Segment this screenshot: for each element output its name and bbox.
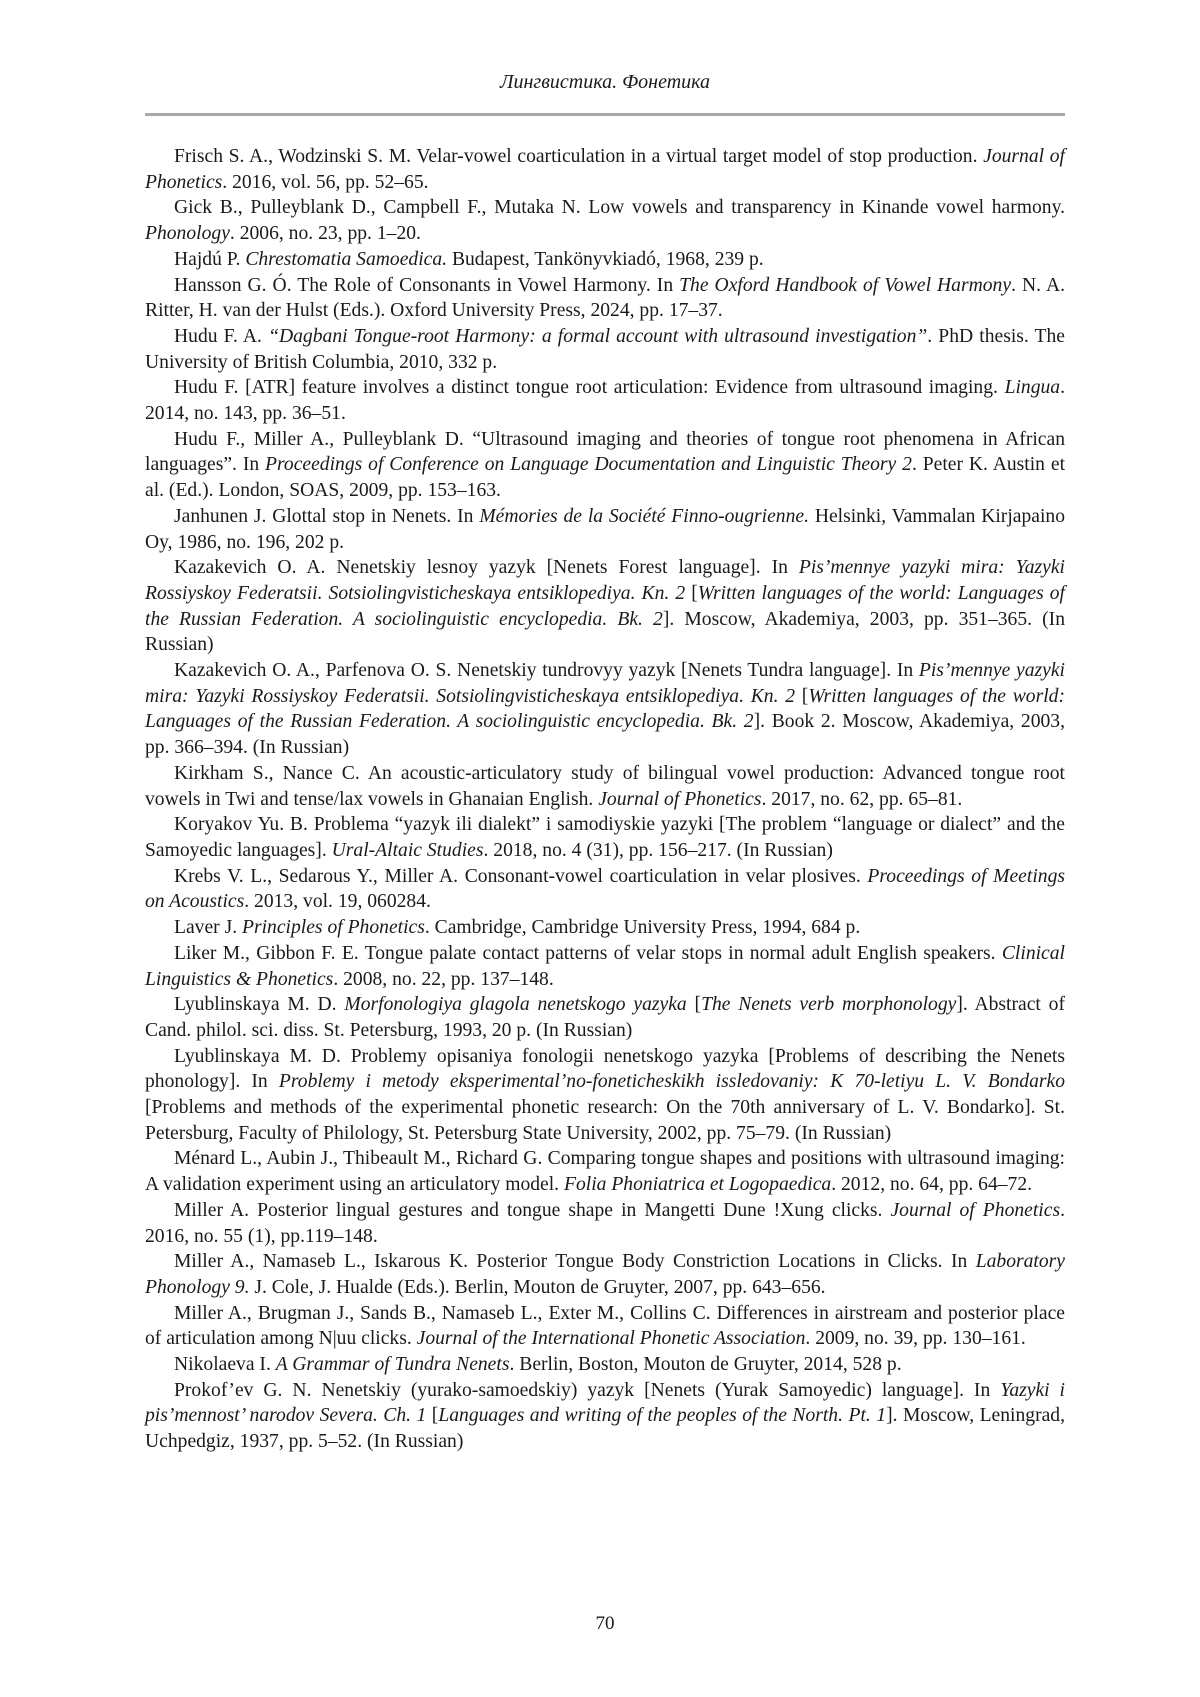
reference-text-run: Hajdú P. — [174, 248, 246, 270]
reference-entry — [145, 992, 1065, 1043]
reference-italic-run: The Oxford Handbook of Vowel Harmony — [679, 274, 1012, 296]
reference-text-run: . Cambridge, Cambridge University Press, 1994, 684 p. — [424, 917, 861, 939]
reference-text-run: ]. Abstract of Cand. philol. sci. diss. St. Petersburg, 1993, 20 p. (In Russian) — [145, 994, 1065, 1041]
reference-entry — [145, 427, 1065, 504]
reference-text-run: [Problems and methods of the experimental phonetic research: On the 70th anniversary of L. V. Bondarko]. St. Petersburg, Faculty of Philology, St. Petersburg State University, 2002, pp. 75–79. (In Russian) — [145, 1097, 1065, 1144]
reference-entry — [145, 941, 1065, 992]
reference-text-run: Kazakevich O. A. Nenetskiy lesnoy yazyk [Nenets Forest language]. In — [174, 557, 799, 579]
reference-entry — [145, 195, 1065, 246]
reference-entry — [145, 555, 1065, 658]
reference-text-run: Nikolaeva I. — [174, 1354, 276, 1376]
reference-italic-run: Pis’mennye yazyki mira: Yazyki Rossiyskoy Federatsii. Sotsiolingvisticheskaya entsiklopediya. Kn. 2 — [145, 660, 1065, 707]
reference-entry — [145, 247, 1065, 273]
reference-text-run: . 2014, no. 143, pp. 36–51. — [145, 377, 1065, 425]
reference-text-run: . 2017, no. 62, pp. 65–81. — [761, 788, 963, 810]
reference-text-run: Kirkham S., Nance C. An acoustic-articulatory study of bilingual vowel production: Advanced tongue root vowels in Twi and tense/lax vowels in Ghanaian English. — [145, 762, 1065, 810]
reference-italic-run: Phonology — [145, 223, 230, 245]
reference-italic-run: A Grammar of Tundra Nenets — [275, 1354, 510, 1376]
reference-text-run: Liker M., Gibbon F. E. Tongue palate contact patterns of velar stops in normal adult English speakers. — [174, 942, 1002, 964]
reference-entry — [145, 864, 1065, 915]
reference-text-run: Kazakevich O. A., Parfenova O. S. Nenetskiy tundrovyy yazyk [Nenets Tundra language]. In — [174, 660, 919, 682]
reference-entry — [145, 273, 1065, 324]
reference-entry — [145, 144, 1065, 195]
reference-entry — [145, 1146, 1065, 1197]
reference-italic-run: The Nenets verb morphonology — [701, 994, 957, 1016]
reference-italic-run: “Dagbani Tongue-root Harmony: a formal account with ultrasound investigation” — [268, 325, 928, 347]
reference-text-run: . 2009, no. 39, pp. 130–161. — [805, 1328, 1026, 1350]
reference-text-run: . 2008, no. 22, pp. 137–148. — [333, 968, 554, 990]
reference-italic-run: Written languages of the world: Languages of the Russian Federation. A sociolinguistic encyclopedia. Bk. 2 — [145, 685, 1065, 733]
reference-italic-run: Journal of the International Phonetic Association — [416, 1328, 806, 1350]
reference-italic-run: Lingua — [1004, 377, 1061, 399]
reference-text-run: J. Cole, J. Hualde (Eds.). Berlin, Mouton de Gruyter, 2007, pp. 643–656. — [249, 1276, 826, 1298]
reference-text-run: . Peter K. Austin et al. (Ed.). London, SOAS, 2009, pp. 153–163. — [145, 454, 1066, 502]
reference-entry — [145, 504, 1065, 555]
reference-entry — [145, 658, 1065, 761]
reference-text-run: . 2013, vol. 19, 060284. — [244, 891, 431, 913]
reference-italic-run: Laboratory Phonology 9. — [145, 1251, 1065, 1298]
reference-text-run: Miller A. Posterior lingual gestures and tongue shape in Mangetti Dune !Xung clicks. — [174, 1199, 891, 1221]
reference-italic-run: Journal of Phonetics — [598, 788, 762, 810]
reference-italic-run: Written languages of the world: Languages of the Russian Federation. A sociolinguistic encyclopedia. Bk. 2 — [145, 582, 1065, 630]
reference-text-run: Janhunen J. Glottal stop in Nenets. In — [174, 505, 480, 527]
reference-italic-run: Proceedings of Meetings on Acoustics — [145, 865, 1065, 913]
reference-text-run: [ — [686, 994, 702, 1016]
reference-text-run: Hudu F. A. — [174, 325, 269, 347]
reference-text-run: Miller A., Brugman J., Sands B., Namaseb L., Exter M., Collins C. Differences in airstream and posterior place of articulation among N|uu clicks. — [145, 1302, 1065, 1350]
header-rule — [145, 113, 1065, 116]
reference-italic-run: Proceedings of Conference on Language Documentation and Linguistic Theory 2 — [265, 454, 912, 476]
page-number: 70 — [595, 1613, 615, 1634]
reference-text-run: Hudu F., Miller A., Pulleyblank D. “Ultrasound imaging and theories of tongue root phenomena in African languages”. In — [145, 428, 1065, 476]
reference-italic-run: Journal of Phonetics — [145, 146, 1065, 193]
reference-italic-run: Mémories de la Société Finno-ougrienne. — [479, 505, 809, 527]
reference-text-run: [ — [685, 582, 698, 604]
reference-text-run: Prokof’ev G. N. Nenetskiy (yurako-samoedskiy) yazyk [Nenets (Yurak Samoyedic) language]. In — [174, 1379, 1001, 1401]
reference-italic-run: Chrestomatia Samoedica. — [245, 248, 448, 270]
reference-entry — [145, 1044, 1065, 1147]
reference-text-run: . 2018, no. 4 (31), pp. 156–217. (In Russian) — [483, 839, 833, 861]
reference-text-run: Gick B., Pulleyblank D., Campbell F., Mutaka N. Low vowels and transparency in Kinande vowel harmony. — [174, 197, 1065, 219]
reference-entry — [145, 1352, 1065, 1378]
reference-text-run: . 2006, no. 23, pp. 1–20. — [229, 223, 421, 245]
reference-text-run: Lyublinskaya M. D. Problemy opisaniya fonologii nenetskogo yazyka [Problems of describing the Nenets phonology]. In — [145, 1045, 1065, 1093]
reference-text-run: Krebs V. L., Sedarous Y., Miller A. Consonant-vowel coarticulation in velar plosives. — [174, 865, 868, 887]
reference-text-run: Hansson G. Ó. The Role of Consonants in Vowel Harmony. In — [174, 274, 680, 296]
reference-text-run: Helsinki, Vammalan Kirjapaino Oy, 1986, no. 196, 202 p. — [145, 505, 1065, 553]
reference-text-run: [ — [426, 1405, 439, 1427]
running-head: Лингвистика. Фонетика — [499, 71, 711, 93]
reference-text-run: . Berlin, Boston, Mouton de Gruyter, 2014, 528 p. — [509, 1354, 902, 1376]
reference-text-run: ]. Moscow, Akademiya, 2003, pp. 351–365. (In Russian) — [145, 608, 1065, 656]
reference-text-run: Hudu F. [ATR] feature involves a distinct tongue root articulation: Evidence from ultrasound imaging. — [174, 377, 1005, 399]
reference-entry — [145, 1249, 1065, 1300]
reference-text-run: . PhD thesis. The University of British Columbia, 2010, 332 p. — [145, 325, 1066, 373]
reference-italic-run: Morfonologiya glagola nenetskogo yazyka — [344, 994, 687, 1016]
reference-italic-run: Languages and writing of the peoples of the North. Pt. 1 — [438, 1405, 887, 1427]
reference-italic-run: Journal of Phonetics — [890, 1199, 1061, 1221]
reference-text-run: Lyublinskaya M. D. — [174, 994, 345, 1016]
reference-list — [145, 144, 1065, 1455]
reference-text-run: Koryakov Yu. B. Problema “yazyk ili dialekt” i samodiyskie yazyki [The problem “language or dialect” and the Samoyedic languages]. — [145, 814, 1065, 861]
reference-text-run: Laver J. — [174, 917, 243, 939]
reference-entry — [145, 375, 1065, 426]
reference-text-run: [ — [795, 685, 809, 707]
reference-entry — [145, 1301, 1065, 1352]
reference-entry — [145, 324, 1065, 375]
reference-text-run: Budapest, Tankönyvkiadó, 1968, 239 p. — [447, 248, 764, 270]
reference-text-run: . 2016, no. 55 (1), pp.119–148. — [145, 1199, 1065, 1247]
reference-italic-run: Folia Phoniatrica et Logopaedica — [563, 1174, 832, 1196]
reference-text-run: Ménard L., Aubin J., Thibeault M., Richard G. Comparing tongue shapes and positions with ultrasound imaging: A validation experiment using an articulatory model. — [145, 1148, 1065, 1196]
reference-italic-run: Yazyki i pis’mennost’ narodov Severa. Ch. 1 — [145, 1379, 1066, 1427]
reference-italic-run: Principles of Phonetics — [242, 917, 425, 939]
reference-text-run: ]. Book 2. Moscow, Akademiya, 2003, pp. 366–394. (In Russian) — [145, 711, 1065, 759]
reference-text-run: . 2012, no. 64, pp. 64–72. — [831, 1174, 1033, 1196]
reference-text-run: Frisch S. A., Wodzinski S. M. Velar-vowel coarticulation in a virtual target model of stop production. — [174, 146, 984, 167]
reference-italic-run: Ural-Altaic Studies — [331, 839, 484, 861]
reference-entry — [145, 1378, 1065, 1455]
reference-text-run: . N. A. Ritter, H. van der Hulst (Eds.). Oxford University Press, 2024, pp. 17–37. — [145, 274, 1065, 322]
reference-text-run: Miller A., Namaseb L., Iskarous K. Posterior Tongue Body Constriction Locations in Clicks. In — [174, 1251, 976, 1273]
reference-italic-run: Clinical Linguistics & Phonetics — [145, 942, 1065, 990]
reference-italic-run: Problemy i metody eksperimental’no-foneticheskikh issledovaniy: K 70-letiyu L. V. Bondarko — [278, 1071, 1065, 1093]
reference-text-run: . 2016, vol. 56, pp. 52–65. — [222, 171, 429, 193]
reference-entry — [145, 761, 1065, 812]
reference-text-run: ]. Moscow, Leningrad, Uchpedgiz, 1937, pp. 5–52. (In Russian) — [145, 1405, 1065, 1453]
reference-entry — [145, 1198, 1065, 1249]
reference-entry — [145, 812, 1065, 863]
reference-entry — [145, 915, 1065, 941]
reference-italic-run: Pis’mennye yazyki mira: Yazyki Rossiyskoy Federatsii. Sotsiolingvisticheskaya entsiklopediya. Kn. 2 — [145, 557, 1065, 604]
